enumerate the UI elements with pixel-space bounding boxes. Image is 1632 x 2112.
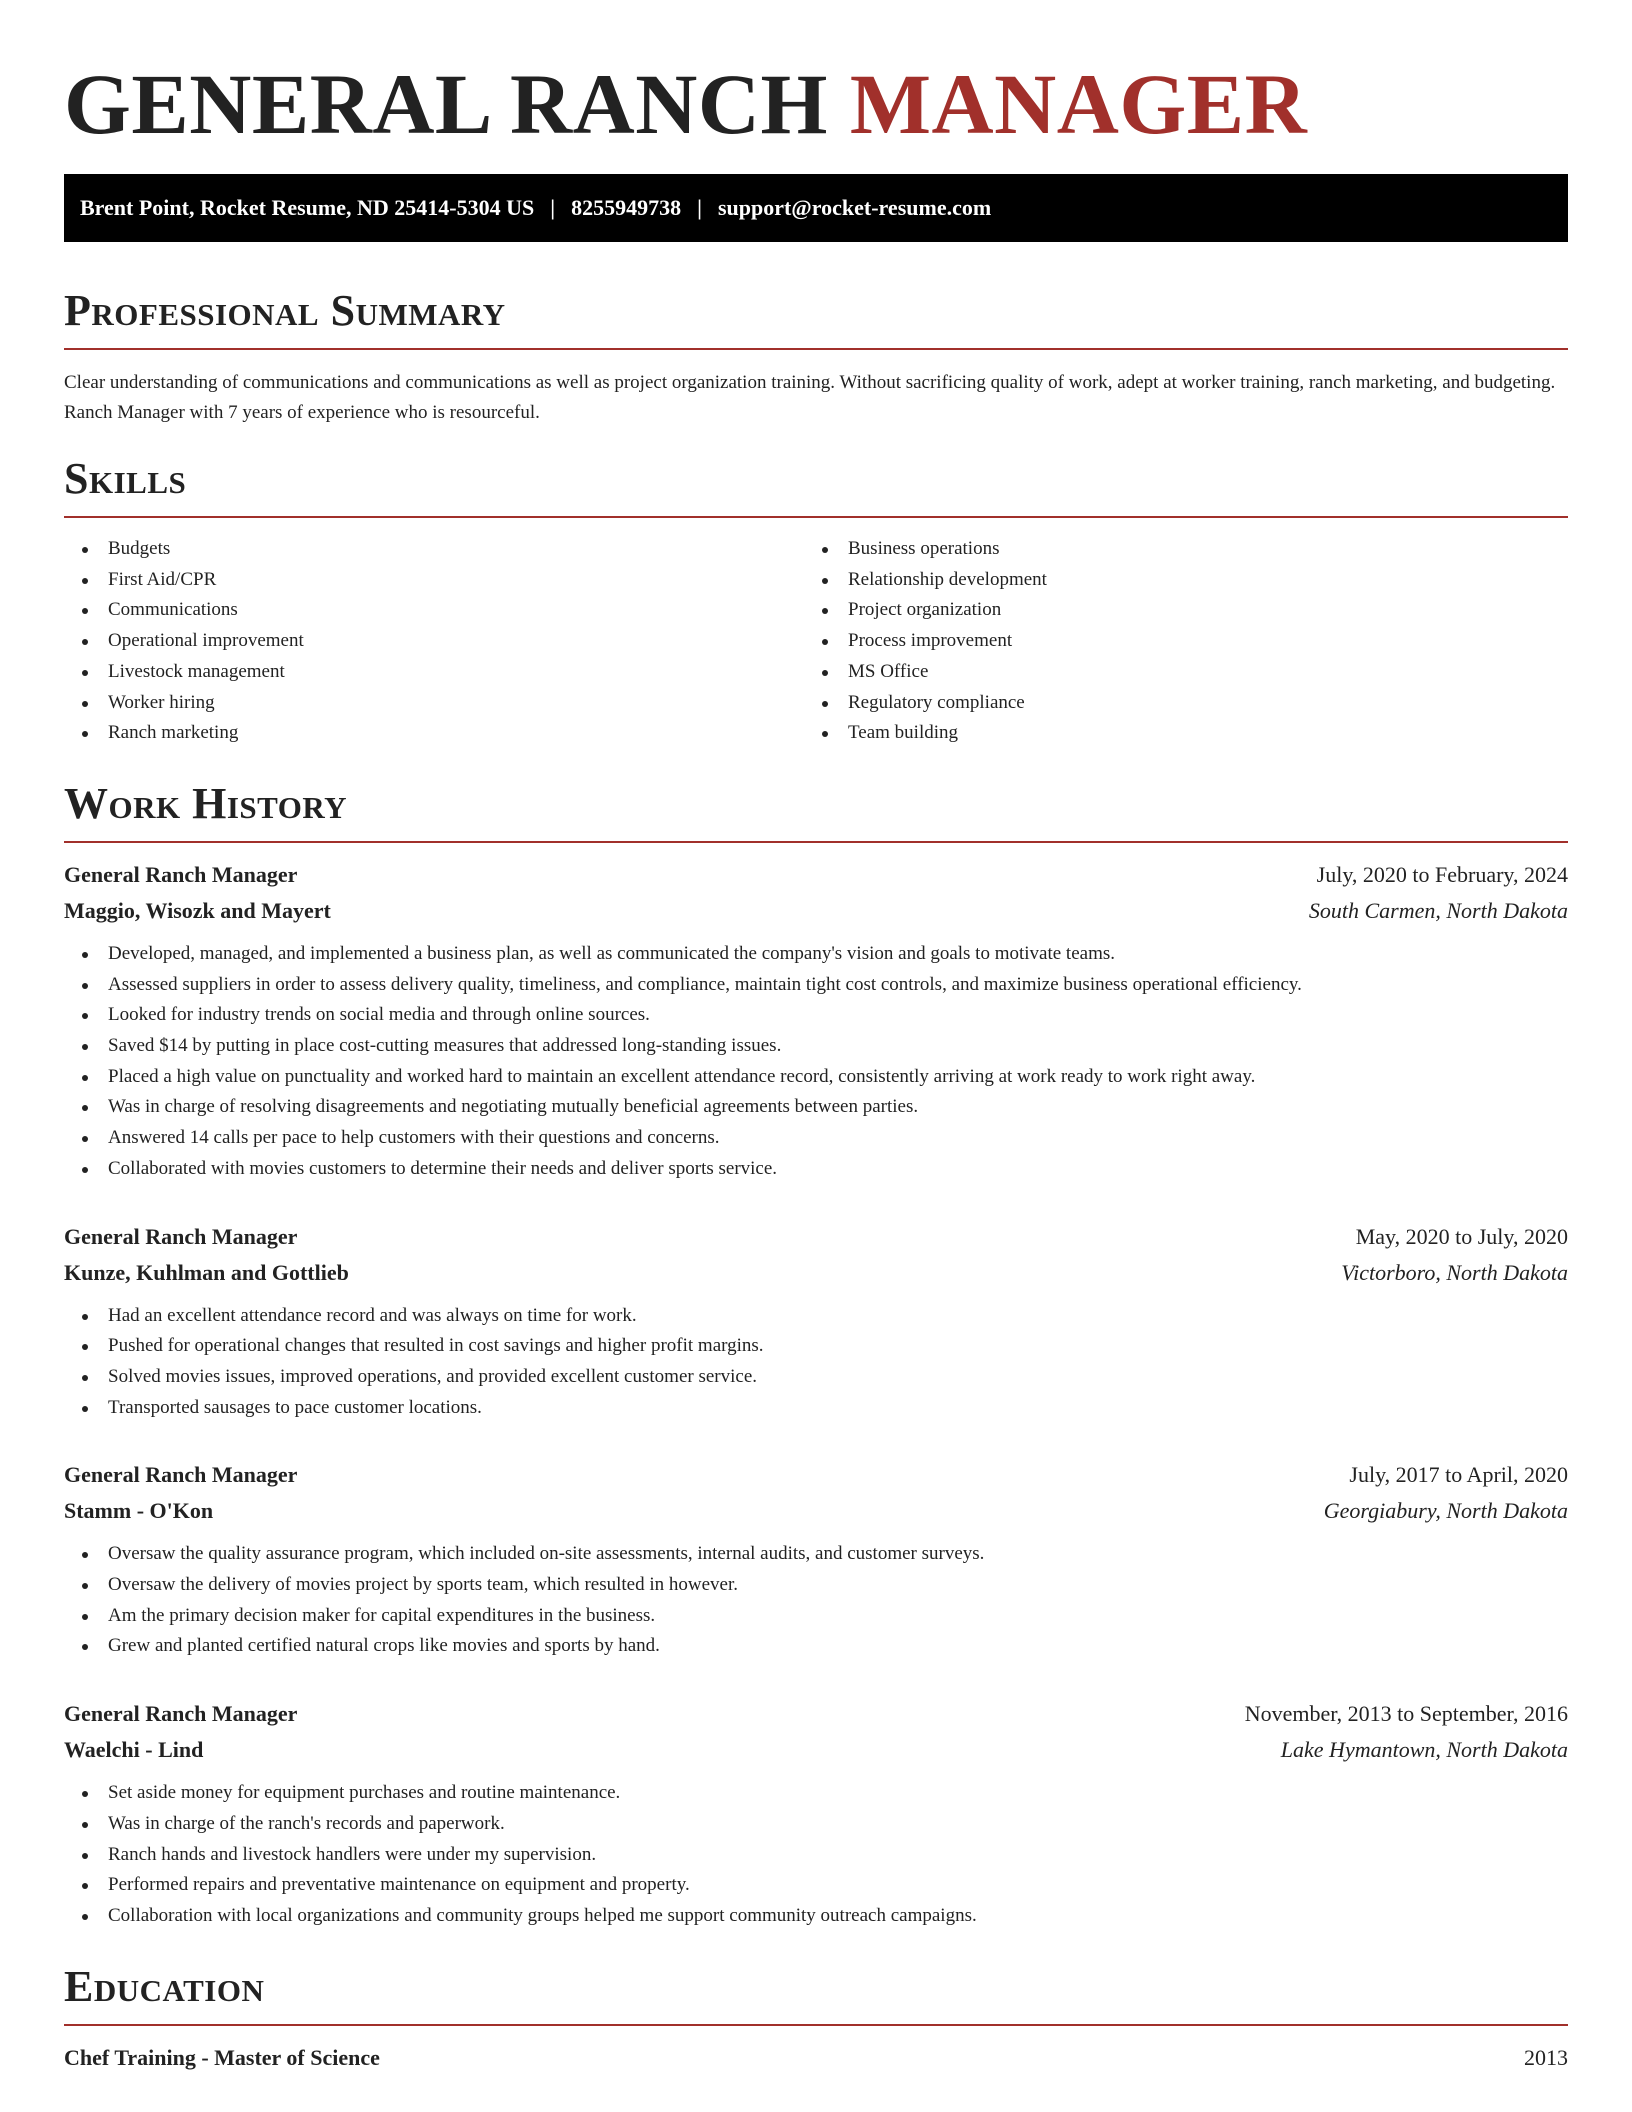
resume-name bbox=[64, 0, 1568, 150]
job-company: Stamm - O'Kon bbox=[64, 1498, 214, 1524]
job-company-row bbox=[64, 1732, 1568, 1768]
job-title: General Ranch Manager bbox=[64, 1223, 298, 1249]
job-dates: July, 2017 to April, 2020 bbox=[1349, 1462, 1568, 1488]
job-dates: July, 2020 to February, 2024 bbox=[1316, 861, 1568, 887]
job-bullets bbox=[64, 1301, 1568, 1424]
job-location: Georgiabury, North Dakota bbox=[1323, 1498, 1568, 1524]
name-primary: GENERAL RANCH bbox=[64, 56, 828, 152]
job-bullet: Performed repairs and preventative maintenance on equipment and property. bbox=[64, 1870, 1568, 1901]
resume-page bbox=[64, 0, 1568, 2076]
section-title-work-history: Work History bbox=[64, 778, 348, 828]
skill-item: Team building bbox=[804, 718, 1544, 749]
job-bullet: Was in charge of the ranch's records and paperwork. bbox=[64, 1809, 1568, 1840]
education-year: 2013 bbox=[1524, 2044, 1568, 2070]
skill-item: MS Office bbox=[804, 657, 1544, 688]
job-title: General Ranch Manager bbox=[64, 1462, 298, 1488]
skill-item: Relationship development bbox=[804, 565, 1544, 596]
skill-item: Ranch marketing bbox=[64, 718, 804, 749]
skill-item: Operational improvement bbox=[64, 626, 804, 657]
skills-list-left bbox=[64, 534, 804, 749]
summary-section bbox=[64, 286, 1568, 428]
job-bullet: Assessed suppliers in order to assess delivery quality, timeliness, and compliance, maintain tight cost controls, and maximize business operational efficiency. bbox=[64, 970, 1568, 1001]
education-entry bbox=[64, 2040, 1568, 2076]
skill-item: First Aid/CPR bbox=[64, 565, 804, 596]
job-bullet: Oversaw the quality assurance program, which included on-site assessments, internal audits, and customer surveys. bbox=[64, 1539, 1568, 1570]
job-company: Kunze, Kuhlman and Gottlieb bbox=[64, 1259, 349, 1285]
job-company-row bbox=[64, 1493, 1568, 1529]
job-header-row bbox=[64, 1219, 1568, 1255]
education-section bbox=[64, 1962, 1568, 2076]
section-divider bbox=[64, 841, 1568, 843]
summary-text: Clear understanding of communications and communications as well as project organization training. Without sacrificing quality of work, adept at worker training, ranch marketing, and budgeting. Ranch Manager with 7 years of experience who is resourceful. bbox=[64, 372, 1556, 423]
contact-address: Brent Point, Rocket Resume, ND 25414-5304 US bbox=[80, 195, 535, 220]
contact-bar bbox=[64, 174, 1568, 242]
job-bullet: Collaborated with movies customers to determine their needs and deliver sports service. bbox=[64, 1154, 1568, 1185]
job-bullet: Collaboration with local organizations and community groups helped me support community outreach campaigns. bbox=[64, 1901, 1568, 1932]
section-title-summary: Professional Summary bbox=[64, 286, 506, 335]
skill-item: Business operations bbox=[804, 534, 1544, 565]
job-bullet: Developed, managed, and implemented a business plan, as well as communicated the company's vision and goals to motivate teams. bbox=[64, 939, 1568, 970]
skill-item: Worker hiring bbox=[64, 688, 804, 719]
job-bullet: Answered 14 calls per pace to help customers with their questions and concerns. bbox=[64, 1123, 1568, 1154]
section-divider bbox=[64, 516, 1568, 518]
job-header-row bbox=[64, 1696, 1568, 1732]
name-accent: MANAGER bbox=[849, 56, 1308, 152]
skills-list-right bbox=[804, 534, 1544, 749]
contact-phone: 8255949738 bbox=[571, 195, 682, 220]
job-bullets bbox=[64, 1778, 1568, 1932]
skill-item: Regulatory compliance bbox=[804, 688, 1544, 719]
job-bullet: Saved $14 by putting in place cost-cutting measures that addressed long-standing issues. bbox=[64, 1031, 1568, 1062]
section-divider bbox=[64, 2024, 1568, 2026]
section-title-skills: Skills bbox=[64, 454, 187, 503]
skill-item: Process improvement bbox=[804, 626, 1544, 657]
job-dates: November, 2013 to September, 2016 bbox=[1244, 1701, 1568, 1727]
job-location: Victorboro, North Dakota bbox=[1341, 1259, 1568, 1285]
skill-item: Project organization bbox=[804, 595, 1544, 626]
job-bullets bbox=[64, 939, 1568, 1185]
job-company-row bbox=[64, 1255, 1568, 1291]
job-entry bbox=[64, 857, 1568, 1185]
job-bullet: Pushed for operational changes that resulted in cost savings and higher profit margins. bbox=[64, 1331, 1568, 1362]
job-bullet: Solved movies issues, improved operations, and provided excellent customer service. bbox=[64, 1362, 1568, 1393]
job-header-row bbox=[64, 857, 1568, 893]
job-bullet: Set aside money for equipment purchases and routine maintenance. bbox=[64, 1778, 1568, 1809]
job-entry bbox=[64, 1696, 1568, 1932]
skills-section bbox=[64, 454, 1568, 749]
education-degree: Chef Training - Master of Science bbox=[64, 2044, 380, 2070]
section-divider bbox=[64, 348, 1568, 350]
job-title: General Ranch Manager bbox=[64, 861, 298, 887]
skill-item: Livestock management bbox=[64, 657, 804, 688]
job-location: South Carmen, North Dakota bbox=[1308, 897, 1568, 923]
contact-separator: | bbox=[697, 195, 702, 220]
job-bullet: Had an excellent attendance record and was always on time for work. bbox=[64, 1301, 1568, 1332]
job-bullet: Placed a high value on punctuality and worked hard to maintain an excellent attendance record, consistently arriving at work ready to work right away. bbox=[64, 1062, 1568, 1093]
job-company: Maggio, Wisozk and Mayert bbox=[64, 897, 331, 923]
skill-item: Communications bbox=[64, 595, 804, 626]
job-bullets bbox=[64, 1539, 1568, 1662]
work-history-section bbox=[64, 779, 1568, 1932]
job-company-row bbox=[64, 893, 1568, 929]
job-bullet: Grew and planted certified natural crops like movies and sports by hand. bbox=[64, 1631, 1568, 1662]
contact-email: support@rocket-resume.com bbox=[717, 195, 992, 220]
contact-separator: | bbox=[550, 195, 556, 220]
job-entry bbox=[64, 1457, 1568, 1662]
job-title: General Ranch Manager bbox=[64, 1701, 298, 1727]
skills-grid bbox=[64, 534, 1568, 749]
job-entry bbox=[64, 1219, 1568, 1424]
job-header-row bbox=[64, 1457, 1568, 1493]
job-dates: May, 2020 to July, 2020 bbox=[1355, 1223, 1568, 1249]
job-bullet: Transported sausages to pace customer locations. bbox=[64, 1393, 1568, 1424]
job-bullet: Was in charge of resolving disagreements and negotiating mutually beneficial agreements between parties. bbox=[64, 1092, 1568, 1123]
job-company: Waelchi - Lind bbox=[64, 1737, 204, 1763]
job-bullet: Ranch hands and livestock handlers were under my supervision. bbox=[64, 1840, 1568, 1871]
job-location: Lake Hymantown, North Dakota bbox=[1280, 1737, 1568, 1763]
section-title-education: Education bbox=[64, 1961, 265, 2011]
job-bullet: Looked for industry trends on social media and through online sources. bbox=[64, 1000, 1568, 1031]
job-bullet: Oversaw the delivery of movies project by sports team, which resulted in however. bbox=[64, 1570, 1568, 1601]
job-bullet: Am the primary decision maker for capital expenditures in the business. bbox=[64, 1601, 1568, 1632]
skill-item: Budgets bbox=[64, 534, 804, 565]
